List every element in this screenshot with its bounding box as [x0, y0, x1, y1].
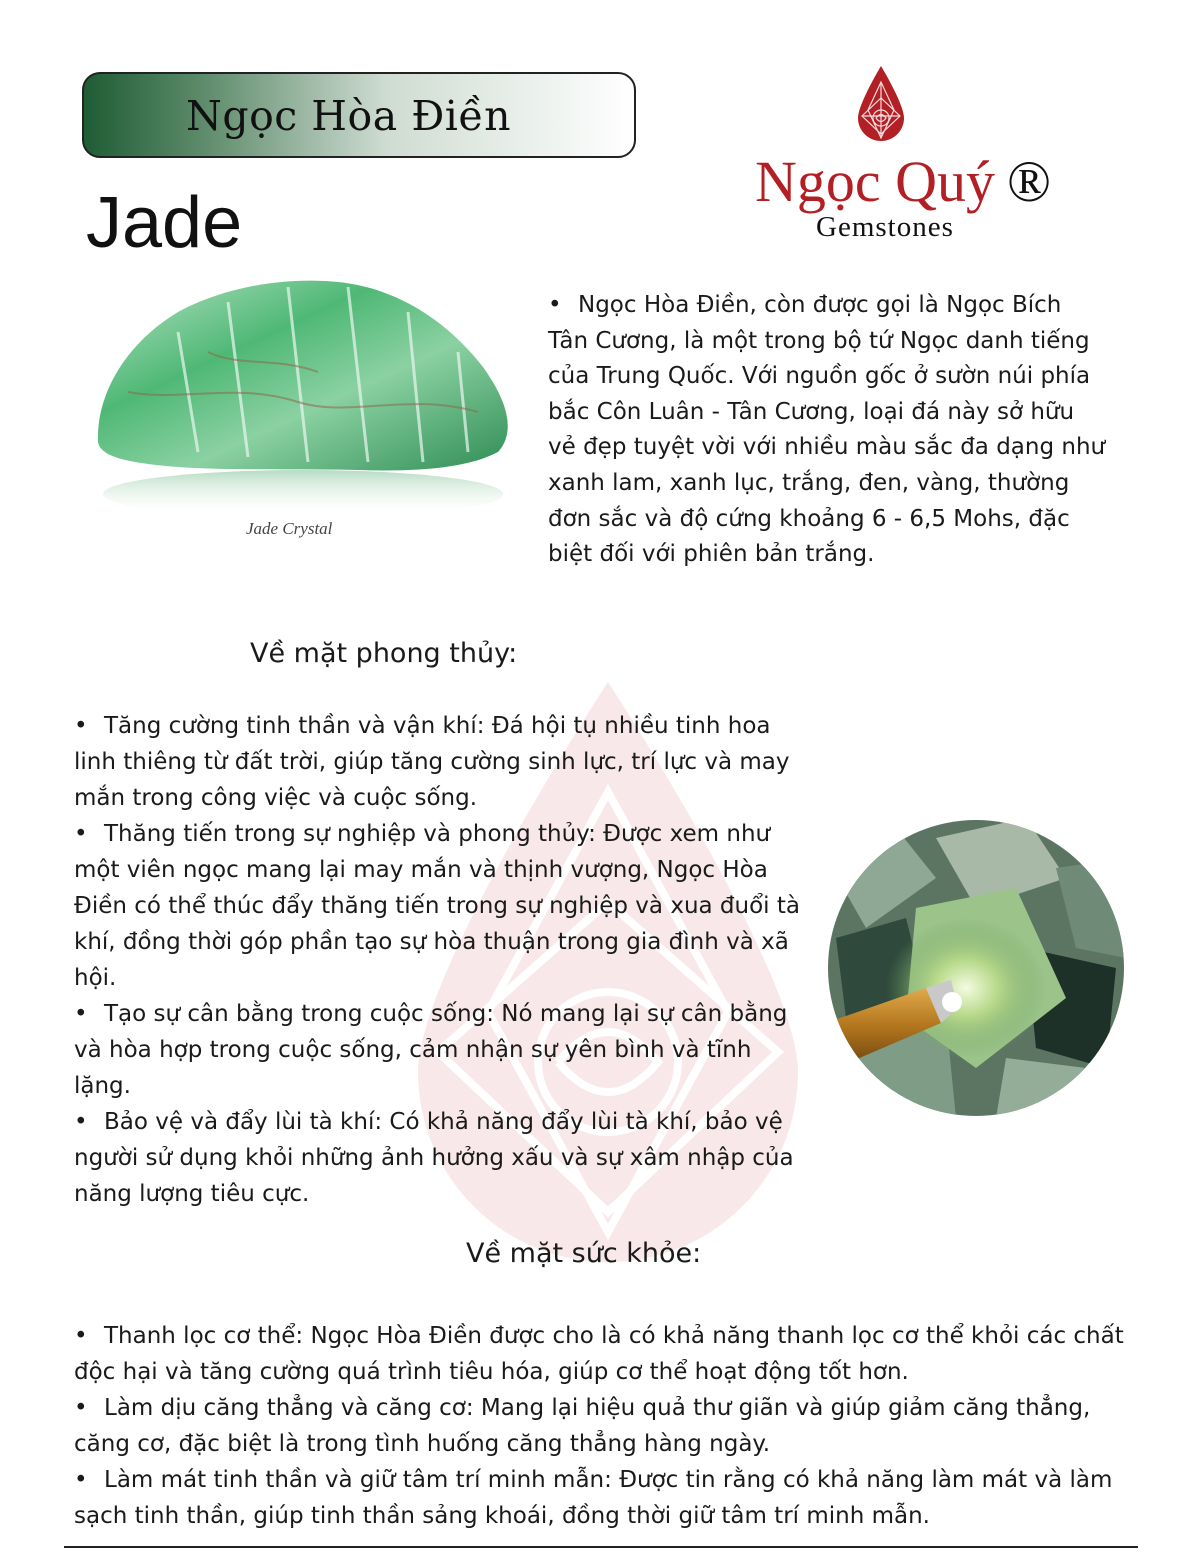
page-title: Jade: [86, 183, 243, 263]
list-item-text: Thăng tiến trong sự nghiệp và phong thủy: Được xem như một viên ngọc mang lại may mắn và thịnh vượng, Ngọc Hòa Điền có thể thúc đẩy thăng tiến trong sự nghiệp và xua đuổi tà khí, đồng thời góp phần tạo sự hòa thuận trong gia đình và xã hội.: [74, 821, 800, 991]
bullet-icon: •: [74, 713, 88, 739]
list-item-text: Bảo vệ và đẩy lùi tà khí: Có khả năng đẩy lùi tà khí, bảo vệ người sử dụng khỏi những ảnh hưởng xấu và sự xâm nhập của năng lượng tiêu cực.: [74, 1109, 794, 1207]
list-item: [74, 996, 814, 1104]
green-jade-crystal-photo: [88, 272, 518, 524]
bullet-icon: •: [74, 821, 88, 847]
intro-paragraph: [548, 288, 1108, 573]
intro-text: Ngọc Hòa Điền, còn được gọi là Ngọc Bích Tân Cương, là một trong bộ tứ Ngọc danh tiếng của Trung Quốc. Với nguồn gốc ở sườn núi phía bắc Côn Luân - Tân Cương, loại đá này sở hữu vẻ đẹp tuyệt vời với nhiều màu sắc đa dạng như xanh lam, xanh lục, trắng, đen, vàng, thường đơn sắc và độ cứng khoảng 6 - 6,5 Mohs, đặc biệt đối với phiên bản trắng.: [548, 292, 1106, 568]
bullet-icon: •: [74, 1395, 88, 1421]
title-box: [82, 72, 636, 158]
hero-caption: Jade Crystal: [246, 519, 333, 538]
registered-mark: ®: [1007, 149, 1052, 214]
feng-shui-title: Về mặt phong thủy:: [250, 638, 518, 669]
list-item: [74, 1462, 1144, 1534]
list-item: [74, 1104, 814, 1212]
list-item: [74, 1318, 1144, 1390]
brand-name-text: Ngọc Quý: [755, 149, 996, 214]
list-item-text: Làm dịu căng thẳng và căng cơ: Mang lại hiệu quả thư giãn và giúp giảm căng thẳng, căng cơ, đặc biệt là trong tình huống căng thẳng hàng ngày.: [74, 1395, 1091, 1457]
red-gem-lotus-icon: [856, 64, 906, 146]
list-item-text: Tăng cường tinh thần và vận khí: Đá hội tụ nhiều tinh hoa linh thiêng từ đất trời, giúp tăng cường sinh lực, trí lực và may mắn trong công việc và cuộc sống.: [74, 713, 790, 811]
health-title: Về mặt sức khỏe:: [466, 1238, 702, 1269]
jade-rough-stones-flashlight-photo: [826, 818, 1126, 1118]
list-item: [74, 708, 814, 816]
bullet-icon: •: [74, 1467, 88, 1493]
brand-subtitle: Gemstones: [816, 211, 954, 243]
title-box-label: Ngọc Hòa Điền: [186, 92, 512, 140]
feng-shui-list: [74, 708, 814, 1212]
brand-name: [755, 148, 1051, 215]
list-item-text: Làm mát tinh thần và giữ tâm trí minh mẫn: Được tin rằng có khả năng làm mát và làm sạch tinh thần, giúp tinh thần sảng khoái, đồng thời giữ tâm trí minh mẫn.: [74, 1467, 1113, 1529]
list-item-text: Thanh lọc cơ thể: Ngọc Hòa Điền được cho là có khả năng thanh lọc cơ thể khỏi các chất độc hại và tăng cường quá trình tiêu hóa, giúp cơ thể hoạt động tốt hơn.: [74, 1323, 1124, 1385]
health-list: [74, 1318, 1144, 1534]
bullet-icon: •: [74, 1323, 88, 1349]
list-item-text: Tạo sự cân bằng trong cuộc sống: Nó mang lại sự cân bằng và hòa hợp trong cuộc sống, cảm nhận sự yên bình và tĩnh lặng.: [74, 1001, 788, 1099]
bullet-icon: •: [548, 292, 562, 318]
list-item: [74, 816, 814, 996]
list-item: [74, 1390, 1144, 1462]
bullet-icon: •: [74, 1109, 88, 1135]
bottom-divider: [64, 1546, 1138, 1548]
bullet-icon: •: [74, 1001, 88, 1027]
